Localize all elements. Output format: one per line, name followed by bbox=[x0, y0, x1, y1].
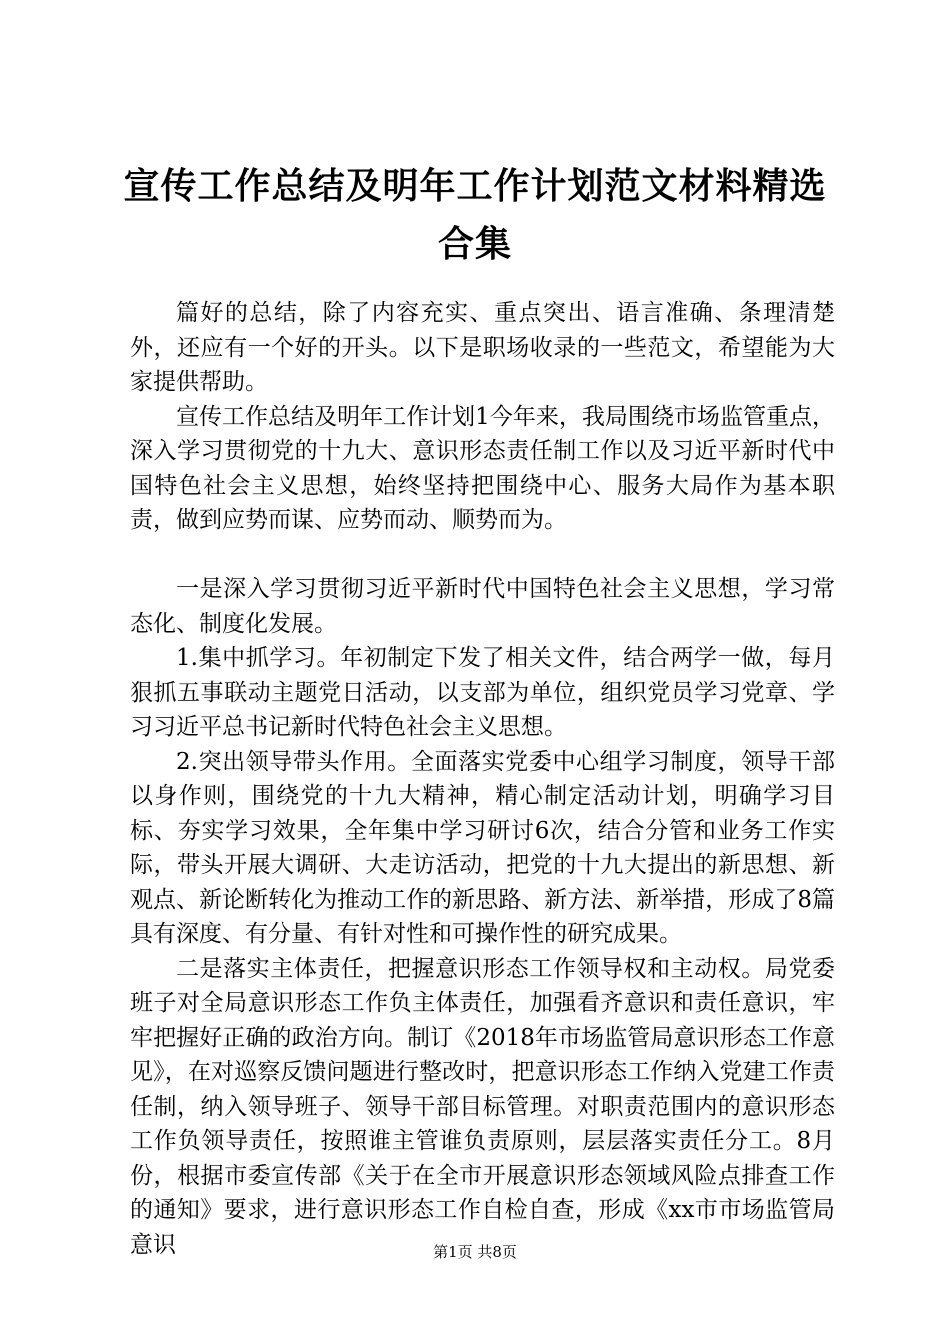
paragraph-overview: 宣传工作总结及明年工作计划1今年来，我局围绕市场监管重点，深入学习贯彻党的十九大、意识形态责任制工作以及习近平新时代中国特色社会主义思想，始终坚持把围绕中心、服务大局作为基本职责，做到应势而谋、应势而动、顺势而为。 bbox=[130, 403, 835, 533]
paragraph-item-1: 1.集中抓学习。年初制定下发了相关文件，结合两学一做，每月狠抓五事联动主题党日活动，以支部为单位，组织党员学习党章、学习习近平总书记新时代特色社会主义思想。 bbox=[130, 645, 835, 740]
document-title: 宣传工作总结及明年工作计划范文材料精选合集 bbox=[123, 166, 827, 265]
paragraph-section-one: 一是深入学习贯彻习近平新时代中国特色社会主义思想，学习常态化、制度化发展。 bbox=[130, 576, 835, 637]
paragraph-intro: 篇好的总结，除了内容充实、重点突出、语言准确、条理清楚外，还应有一个好的开头。以下是职场收录的一些范文，希望能为大家提供帮助。 bbox=[130, 300, 835, 395]
paragraph-section-two: 二是落实主体责任，把握意识形态工作领导权和主动权。局党委班子对全局意识形态工作负主体责任，加强看齐意识和责任意识，牢牢把握好正确的政治方向。制订《2018年市场监管局意识形态工作意见》，在对巡察反馈问题进行整改时，把意识形态工作纳入党建工作责任制，纳入领导班子、领导干部目标管理。对职责范围内的意识形态工作负领导责任，按照谁主管谁负责原则，层层落实责任分工。8月份，根据市委宣传部《关于在全市开展意识形态领域风险点排查工作的通知》要求，进行意识形态工作自检自查，形成《xx市市场监管局意识 bbox=[130, 955, 835, 1258]
paragraph-item-2: 2.突出领导带头作用。全面落实党委中心组学习制度，领导干部以身作则，围绕党的十九大精神，精心制定活动计划，明确学习目标、夯实学习效果，全年集中学习研讨6次，结合分管和业务工作实际，带头开展大调研、大走访活动，把党的十九大提出的新思想、新观点、新论断转化为推动工作的新思路、新方法、新举措，形成了8篇具有深度、有分量、有针对性和可操作性的研究成果。 bbox=[130, 748, 835, 947]
page-footer: 第1页 共8页 bbox=[433, 1243, 517, 1261]
document-body bbox=[130, 296, 835, 1262]
